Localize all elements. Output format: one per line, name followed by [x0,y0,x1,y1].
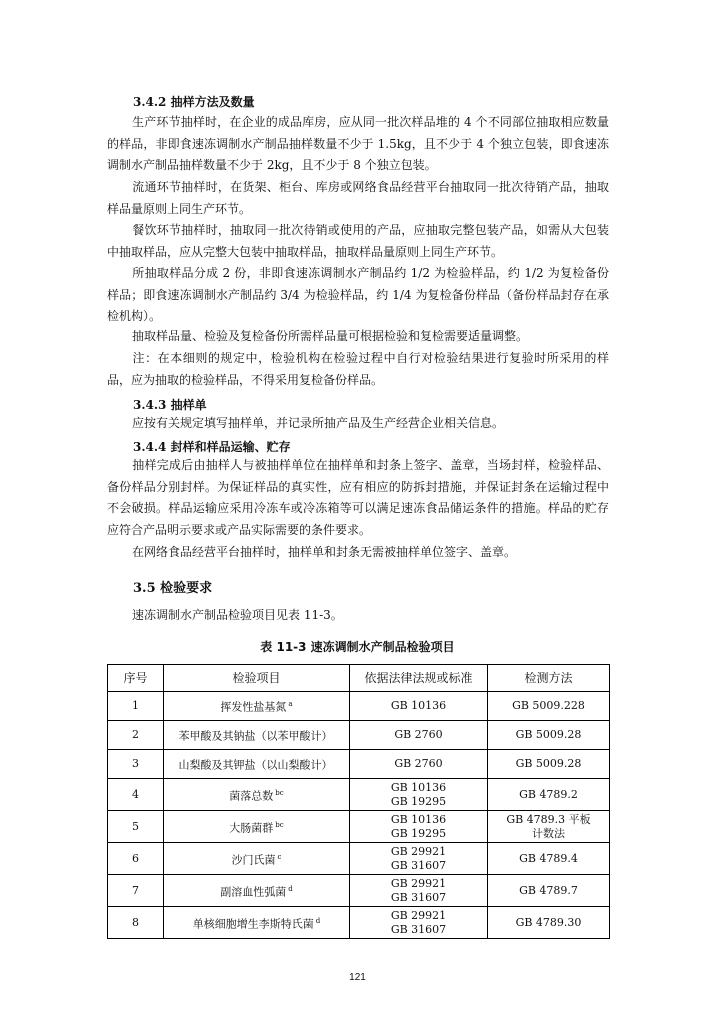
table-row [108,721,610,750]
footnote-marker: bc [275,820,284,829]
paragraph [107,542,609,564]
method-cell [488,843,610,875]
table-row [108,875,610,907]
standard-line: GB 29921 [390,876,447,890]
paragraph-note [107,348,609,391]
standard-cell [350,750,488,779]
header-cell-item: 检验项目 [164,665,350,692]
standard-cell [350,721,488,750]
method-line: GB 4789.3 平板 [506,812,591,826]
standard-cell [350,692,488,721]
row-number: 5 [108,811,164,843]
paragraph [107,455,609,541]
method-line: GB 5009.28 [515,757,582,770]
method-line: GB 4789.2 [519,787,578,801]
standard-line: GB 19295 [390,794,447,808]
method-cell [488,692,610,721]
section-3-4-4-title: 3.4.4 封样和样品运输、贮存 [133,440,291,454]
row-number: 2 [108,721,164,750]
row-number: 4 [108,779,164,811]
standard-line: GB 31607 [390,890,447,904]
footnote-marker: d [315,916,321,925]
method-line: GB 5009.28 [515,728,582,741]
paragraph-text: 餐饮环节抽样时，抽取同一批次待销或使用的产品，应抽取完整包装产品，如需从大包装中抽取样品，应从完整大包装中抽取样品，抽取样品量原则上同生产环节。 [107,223,609,259]
test-item [164,779,350,811]
method-line: GB 4789.7 [519,883,578,897]
table-row [108,907,610,939]
method-cell [488,721,610,750]
test-item-label: 副溶血性弧菌 [220,885,287,899]
table-row [108,779,610,811]
standard-line: GB 19295 [390,826,447,840]
table-caption: 表 11-3 速冻调制水产制品检验项目 [260,640,455,654]
table-row [108,843,610,875]
row-number: 8 [108,907,164,939]
test-item [164,721,350,750]
test-item-label: 大肠菌群 [229,821,274,835]
test-item [164,907,350,939]
row-number: 3 [108,750,164,779]
table-row [108,750,610,779]
standard-cell [350,843,488,875]
standard-line: GB 31607 [390,858,447,872]
paragraph [107,326,609,348]
paragraph-text: 速冻调制水产制品检验项目见表 11-3。 [132,608,343,622]
method-line: GB 4789.30 [515,915,582,929]
standard-line: GB 2760 [394,757,443,770]
paragraph [107,220,609,263]
footnote-marker: bc [275,788,284,797]
footnote-marker: c [277,852,282,861]
paragraph-text: 抽样完成后由抽样人与被抽样单位在抽样单和封条上签字、盖章，当场封样，检验样品、备份样品分别封样。为保证样品的真实性，应有相应的防拆封措施，并保证封条在运输过程中不会破损。样品运输应采用冷冻车或冷冻箱等可以满足速冻食品储运条件的措施。样品的贮存应符合产品明示要求或产品实际需要的条件要求。 [107,458,609,537]
paragraph-text: 生产环节抽样时，在企业的成品库房，应从同一批次样品堆的 4 个不同部位抽取相应数量的样品，非即食速冻调制水产制品抽样数量不少于 1.5kg，且不少于 4 个独立包装，即食速冻调制水产制品抽样数量不少于 2kg，且不少于 8 个独立包装。 [107,115,609,172]
page-number: 121 [349,972,366,983]
standard-cell [350,811,488,843]
paragraph-text: 在网络食品经营平台抽样时，抽样单和封条无需被抽样单位签字、盖章。 [132,545,517,559]
row-number: 6 [108,843,164,875]
table-row [108,811,610,843]
footnote-marker: d [288,884,293,893]
standard-line: GB 10136 [390,812,447,826]
row-number: 1 [108,692,164,721]
standard-cell [350,779,488,811]
standard-line: GB 29921 [390,908,447,922]
test-item-label: 菌落总数 [229,789,274,803]
table-row [108,692,610,721]
standard-line: GB 10136 [390,699,447,712]
method-cell [488,907,610,939]
header-cell-no: 序号 [108,665,164,692]
test-item [164,811,350,843]
method-line: 计数法 [532,826,565,840]
footnote-marker: a [288,700,293,709]
paragraph [107,263,609,328]
paragraph [107,413,609,435]
test-item [164,843,350,875]
test-item [164,875,350,907]
method-cell [488,779,610,811]
test-item-label: 沙门氏菌 [231,853,276,867]
standard-line: GB 31607 [390,922,447,936]
method-line: GB 4789.4 [519,851,578,865]
standard-line: GB 10136 [390,780,447,794]
test-item [164,692,350,721]
standard-line: GB 2760 [394,728,443,741]
method-cell [488,750,610,779]
inspection-items-table [107,664,610,939]
method-line: GB 5009.228 [512,699,585,712]
test-item [164,750,350,779]
paragraph-text: 流通环节抽样时，在货架、柜台、库房或网络食品经营平台抽取同一批次待销产品，抽取样品量原则上同生产环节。 [107,180,609,216]
table-header-row [108,665,610,692]
method-cell [488,875,610,907]
paragraph-text: 抽取样品量、检验及复检备份所需样品量可根据检验和复检需要适量调整。 [132,329,529,343]
row-number: 7 [108,875,164,907]
paragraph-text: 注：在本细则的规定中，检验机构在检验过程中自行对检验结果进行复验时所采用的样品，应为抽取的检验样品，不得采用复检备份样品。 [107,351,609,387]
test-item-label: 挥发性盐基氮 [220,700,287,714]
header-cell-method: 检测方法 [488,665,610,692]
paragraph-text: 所抽取样品分成 2 份，非即食速冻调制水产制品约 1/2 为检验样品，约 1/2 为复检备份样品；即食速冻调制水产制品约 3/4 为检验样品，约 1/4 为复检备份样品（备份样品封存在承检机构）。 [107,266,609,323]
section-3-4-2-title: 3.4.2 抽样方法及数量 [133,95,255,109]
section-3-4-3-title: 3.4.3 抽样单 [133,398,207,412]
header-cell-standard: 依据法律法规或标准 [350,665,488,692]
test-item-label: 单核细胞增生李斯特氏菌 [192,917,314,931]
paragraph [107,605,609,627]
standard-line: GB 29921 [390,844,447,858]
section-3-5-title: 3.5 检验要求 [133,581,213,596]
standard-cell [350,875,488,907]
test-item-label: 苯甲酸及其钠盐（以苯甲酸计） [178,729,333,743]
paragraph [107,177,609,220]
test-item-label: 山梨酸及其钾盐（以山梨酸计） [178,758,333,772]
method-cell [488,811,610,843]
paragraph-text: 应按有关规定填写抽样单，并记录所抽产品及生产经营企业相关信息。 [132,416,505,430]
standard-cell [350,907,488,939]
paragraph [107,112,609,177]
